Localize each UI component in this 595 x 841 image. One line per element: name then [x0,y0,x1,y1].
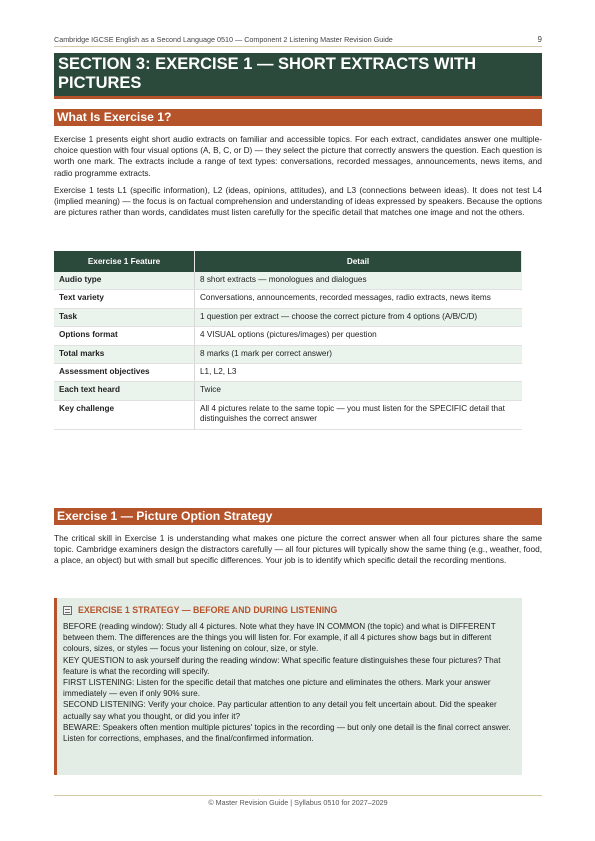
strategy-line-before: BEFORE (reading window): Study all 4 pictures. Note what they have IN COMMON (the topic) and what is DIFFERENT between them. The differences are the things you will listen for. For example, if all 4 pictures show bags but in different colours, sizes, or styles — focus your listening on colour, size, or style. [63,622,496,654]
strategy-line-key-question: KEY QUESTION to ask yourself during the reading window: What specific feature distinguishes these four pictures? That feature is what the recording will specify. [63,655,501,676]
table-cell-detail: 4 VISUAL options (pictures/images) per question [195,327,522,345]
table-header-feature: Exercise 1 Feature [54,251,195,272]
table-cell-feature: Each text heard [54,382,195,400]
strategy-callout-box [54,598,522,775]
table-cell-detail: L1, L2, L3 [195,364,522,382]
table-cell-feature: Options format [54,327,195,345]
table-cell-feature: Audio type [54,272,195,290]
strategy-paragraph: The critical skill in Exercise 1 is understanding what makes one picture the correct answer when all four pictures share the same topic. Cambridge examiners design the distractors carefully — all four pictures will typically show the same thing (e.g., weather, food, a place, an object) but with small but specific differences. Your job is to identify which specific detail the recording mentions. [54,533,542,566]
table-row [54,308,522,326]
clipboard-icon [63,606,72,615]
table-cell-feature: Task [54,308,195,326]
table-header-row [54,251,522,272]
strategy-heading: Exercise 1 — Picture Option Strategy [54,508,542,525]
table-cell-detail: 8 short extracts — monologues and dialogues [195,272,522,290]
table-cell-feature: Assessment objectives [54,364,195,382]
table-row [54,272,522,290]
page-number: 9 [537,35,542,44]
table-cell-detail: Conversations, announcements, recorded messages, radio extracts, news items [195,290,522,308]
table-cell-detail: Twice [195,382,522,400]
strategy-line-beware: BEWARE: Speakers often mention multiple pictures' topics in the recording — but only one detail is the final correct answer. Listen for corrections, emphases, and the final/confirmed information. [63,722,511,744]
table-cell-feature: Total marks [54,345,195,363]
strategy-box-body [63,621,514,744]
header-title: Cambridge IGCSE English as a Second Language 0510 — Component 2 Listening Master Revision Guide [54,35,393,44]
table-row [54,382,522,400]
feature-table [54,251,522,430]
what-is-paragraph-1: Exercise 1 presents eight short audio extracts on familiar and accessible topics. For each extract, candidates answer one multiple-choice question with four visual options (A, B, C, or D) — they select the picture that correctly answers the question. Each question is worth one mark. The extracts include a range of text types: conversations, recorded messages, announcements, news items, and radio programme extracts. [54,134,542,178]
table-header-detail: Detail [195,251,522,272]
table-row [54,327,522,345]
strategy-line-first-listening: FIRST LISTENING: Listen for the specific detail that matches one picture and eliminates the others. Mark your answer immediately — even if only 90% sure. [63,678,491,699]
strategy-box-title: EXERCISE 1 STRATEGY — BEFORE AND DURING LISTENING [78,605,338,615]
table-cell-detail: All 4 pictures relate to the same topic — you must listen for the SPECIFIC detail that distinguishes the correct answer [195,400,522,429]
table-cell-detail: 1 question per extract — choose the correct picture from 4 options (A/B/C/D) [195,308,522,326]
what-is-paragraph-2: Exercise 1 tests L1 (specific information), L2 (ideas, opinions, attitudes), and L3 (connections between ideas). It does not test L4 (implied meaning) — the focus is on factual comprehension and understanding of ideas expressed by speakers. Because the options are pictures rather than words, candidates must listen carefully for the specific detail that matches one image and not the others. [54,185,542,218]
strategy-line-second-listening: SECOND LISTENING: Verify your choice. Pay particular attention to any detail you felt uncertain about. Did the speaker actually say what you thought, or did you infer it? [63,700,497,721]
table-row [54,345,522,363]
table-cell-feature: Text variety [54,290,195,308]
table-row [54,290,522,308]
section-title: SECTION 3: EXERCISE 1 — SHORT EXTRACTS WITH PICTURES [54,53,542,99]
table-row [54,364,522,382]
page-footer: © Master Revision Guide | Syllabus 0510 for 2027–2029 [54,795,542,809]
table-row [54,400,522,429]
page-header [54,33,542,47]
what-is-heading: What Is Exercise 1? [54,109,542,126]
table-cell-detail: 8 marks (1 mark per correct answer) [195,345,522,363]
table-cell-feature: Key challenge [54,400,195,429]
strategy-box-title-row [63,604,514,616]
